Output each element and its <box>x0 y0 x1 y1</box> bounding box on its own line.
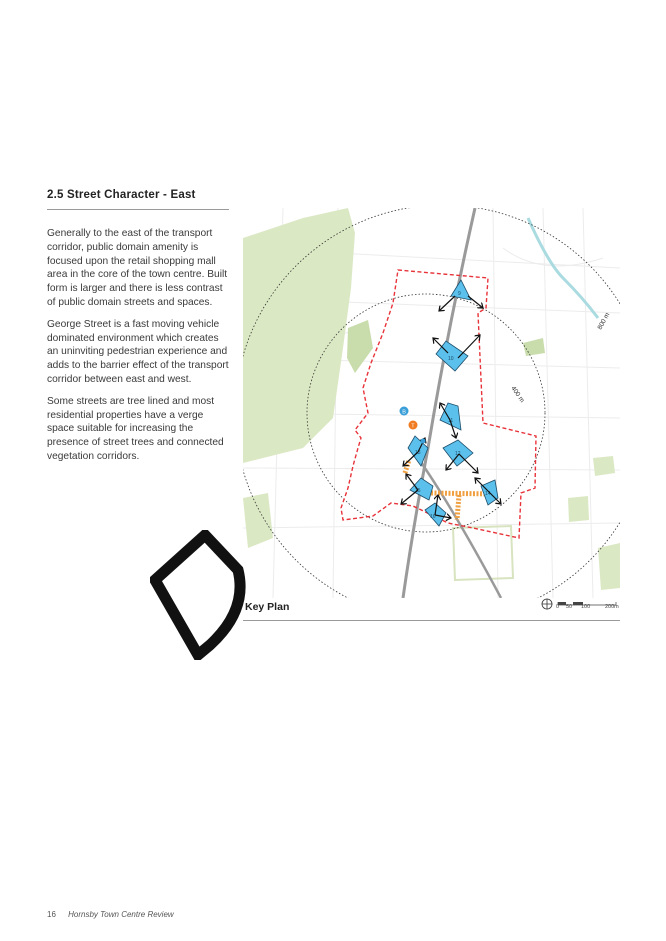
key-plan-divider <box>243 620 620 621</box>
paragraph-2: George Street is a fast moving vehicle dominated environment which creates an uninviting pedestrian experience and adds to the barrier effect of the transport corridor between east and west. <box>47 318 229 385</box>
north-arrow-icon <box>541 598 553 610</box>
radius-label-800m: 800 m <box>596 311 612 331</box>
viewpoint-label-9: 9 <box>458 291 461 297</box>
viewpoint-label-13: 13 <box>415 450 421 456</box>
viewpoint-label-14: 14 <box>485 491 491 497</box>
map-caption: Key Plan <box>245 601 290 613</box>
svg-text:B: B <box>402 409 406 416</box>
train-station-icon <box>409 421 418 430</box>
section-body <box>47 227 229 472</box>
document-title: Hornsby Town Centre Review <box>68 910 174 919</box>
heading-divider <box>47 209 229 210</box>
key-plan-map <box>243 208 620 598</box>
draft-watermark-icon <box>150 530 250 660</box>
scale-label-200m: 200m <box>605 604 619 610</box>
paragraph-1: Generally to the east of the transport corridor, public domain amenity is focused upon the retail shopping mall area in the core of the town centre. Built form is larger and there is less contrast of public domain streets and spaces. <box>47 228 228 308</box>
bus-stop-icon <box>400 407 409 416</box>
svg-text:T: T <box>411 423 415 430</box>
viewpoint-label-11: 11 <box>448 418 454 424</box>
scale-label-50: 50 <box>566 604 573 610</box>
radius-label-400m: 400 m <box>509 385 526 404</box>
scale-label-0: 0 <box>556 604 560 610</box>
viewpoint-label-12: 12 <box>455 451 461 457</box>
paragraph-3: Some streets are tree lined and most residential properties have a verge space suitable for increasing the presence of street trees and connected vegetation corridors. <box>47 395 224 462</box>
page-number: 16 <box>47 910 56 919</box>
interchange-dot <box>421 439 426 444</box>
section-heading: 2.5 Street Character - East <box>47 189 196 201</box>
scale-label-100: 100 <box>581 604 591 610</box>
page-footer <box>47 910 174 919</box>
viewpoint-label-15: 15 <box>415 488 421 494</box>
viewpoint-label-10: 10 <box>448 356 454 362</box>
viewpoint-label-16: 16 <box>430 514 436 520</box>
